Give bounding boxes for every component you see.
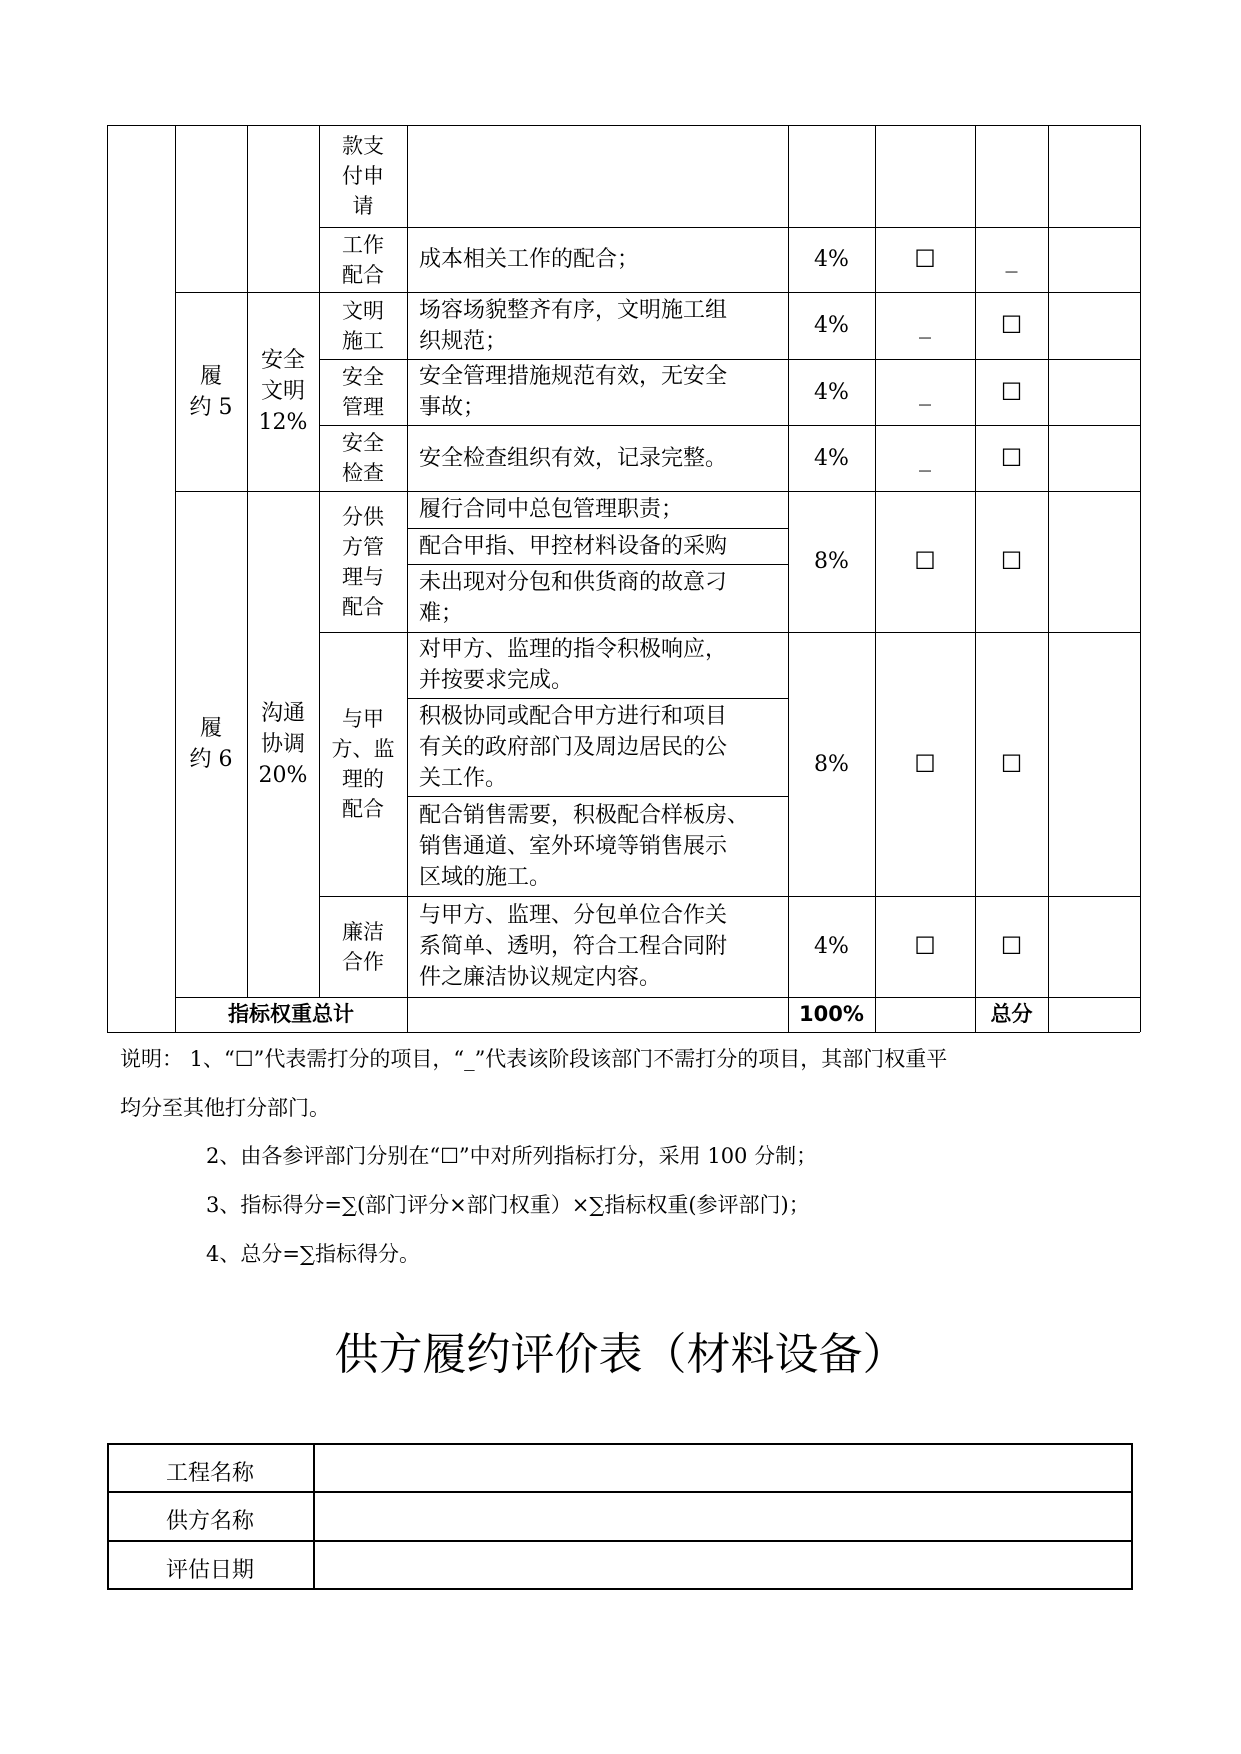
group-name: 履 约 5 bbox=[189, 363, 233, 420]
total-weight-label: 指标权重总计 bbox=[228, 1002, 354, 1026]
criterion-cell: 安全 管理 bbox=[342, 365, 384, 419]
criterion-cell: 工作 配合 bbox=[342, 232, 384, 287]
criterion-cell: 与甲 方、监 理的 配合 bbox=[331, 707, 395, 821]
weight-cell: 4% bbox=[814, 247, 849, 272]
score-checkbox[interactable]: ☐ bbox=[1000, 377, 1023, 406]
note-line-4: 4、总分=∑指标得分。 bbox=[206, 1242, 420, 1266]
detail-cell: 配合销售需要，积极配合样板房、 销售通道、室外环境等销售展示 区域的施工。 bbox=[419, 802, 750, 890]
score-checkbox[interactable]: ☐ bbox=[1000, 311, 1023, 339]
score-checkbox[interactable]: ☐ bbox=[914, 547, 936, 575]
detail-cell: 安全检查组织有效，记录完整。 bbox=[419, 445, 728, 471]
not-scored-mark: _ bbox=[919, 311, 931, 339]
note-line-3: 3、指标得分=∑(部门评分×部门权重）×∑指标权重(参评部门)； bbox=[206, 1193, 810, 1217]
group-category: 沟通 协调 20% bbox=[258, 700, 308, 788]
not-scored-mark: _ bbox=[919, 377, 931, 406]
eval-date-label: 评估日期 bbox=[165, 1557, 254, 1583]
score-checkbox[interactable]: ☐ bbox=[914, 245, 936, 273]
criterion-cell: 廉洁 合作 bbox=[342, 919, 384, 974]
detail-cell: 未出现对分包和供货商的故意刁 难； bbox=[419, 570, 728, 626]
weight-cell: 4% bbox=[814, 934, 849, 959]
criterion-cell: 文明 施工 bbox=[342, 298, 384, 353]
form-title: 供方履约评价表（材料设备） bbox=[334, 1329, 907, 1380]
detail-cell: 履行合同中总包管理职责； bbox=[419, 497, 684, 522]
note-line-1: 说明： 1、“☐”代表需打分的项目，“_”代表该阶段该部门不需打分的项目，其部门权重平 bbox=[120, 1047, 948, 1071]
group-name: 履 约 6 bbox=[189, 716, 233, 772]
supplier-name-label: 供方名称 bbox=[165, 1509, 254, 1534]
weight-cell: 4% bbox=[814, 379, 849, 405]
weight-cell: 8% bbox=[814, 751, 849, 777]
detail-cell: 积极协同或配合甲方进行和项目 有关的政府部门及周边居民的公 关工作。 bbox=[419, 703, 728, 791]
detail-cell: 对甲方、监理的指令积极响应， 并按要求完成。 bbox=[419, 637, 728, 693]
not-scored-mark: _ bbox=[919, 443, 931, 472]
eval-date-field[interactable] bbox=[315, 1542, 1131, 1588]
detail-cell: 配合甲指、甲控材料设备的采购 bbox=[419, 533, 728, 559]
score-checkbox[interactable]: ☐ bbox=[1000, 932, 1023, 960]
project-name-label: 工程名称 bbox=[165, 1460, 254, 1486]
criterion-cell: 分供 方管 理与 配合 bbox=[342, 504, 384, 619]
weight-cell: 4% bbox=[814, 445, 849, 471]
table-border bbox=[1140, 125, 1141, 1032]
score-checkbox[interactable]: ☐ bbox=[1000, 443, 1023, 472]
supplier-name-field[interactable] bbox=[315, 1493, 1131, 1540]
weight-cell: 4% bbox=[814, 313, 849, 338]
not-scored-mark: _ bbox=[1005, 245, 1018, 273]
table-border bbox=[107, 125, 1140, 126]
table-border bbox=[107, 1032, 1140, 1033]
group-category: 安全 文明 12% bbox=[258, 348, 308, 435]
total-score-label: 总分 bbox=[990, 1002, 1033, 1026]
weight-cell: 8% bbox=[814, 549, 849, 574]
detail-cell: 与甲方、监理、分包单位合作关 系简单、透明，符合工程合同附 件之廉洁协议规定内容。 bbox=[419, 903, 728, 990]
note-line-1-cont: 均分至其他打分部门。 bbox=[120, 1096, 330, 1120]
detail-cell: 成本相关工作的配合； bbox=[419, 247, 640, 272]
note-line-2: 2、由各参评部门分别在“☐”中对所列指标打分，采用 100 分制； bbox=[206, 1144, 818, 1168]
total-weight-value: 100% bbox=[799, 1002, 864, 1026]
criterion-cell: 款支 付申 请 bbox=[342, 134, 384, 218]
score-checkbox[interactable]: ☐ bbox=[1000, 749, 1023, 778]
score-checkbox[interactable]: ☐ bbox=[914, 932, 936, 960]
score-checkbox[interactable]: ☐ bbox=[1000, 547, 1023, 575]
table-border bbox=[107, 125, 108, 1032]
project-name-field[interactable] bbox=[315, 1445, 1131, 1491]
column-divider bbox=[1048, 125, 1049, 1032]
score-checkbox[interactable]: ☐ bbox=[914, 749, 936, 778]
detail-cell: 安全管理措施规范有效，无安全 事故； bbox=[419, 364, 728, 420]
criterion-cell: 安全 检查 bbox=[342, 431, 384, 485]
detail-cell: 场容场貌整齐有序，文明施工组 织规范； bbox=[419, 297, 728, 354]
